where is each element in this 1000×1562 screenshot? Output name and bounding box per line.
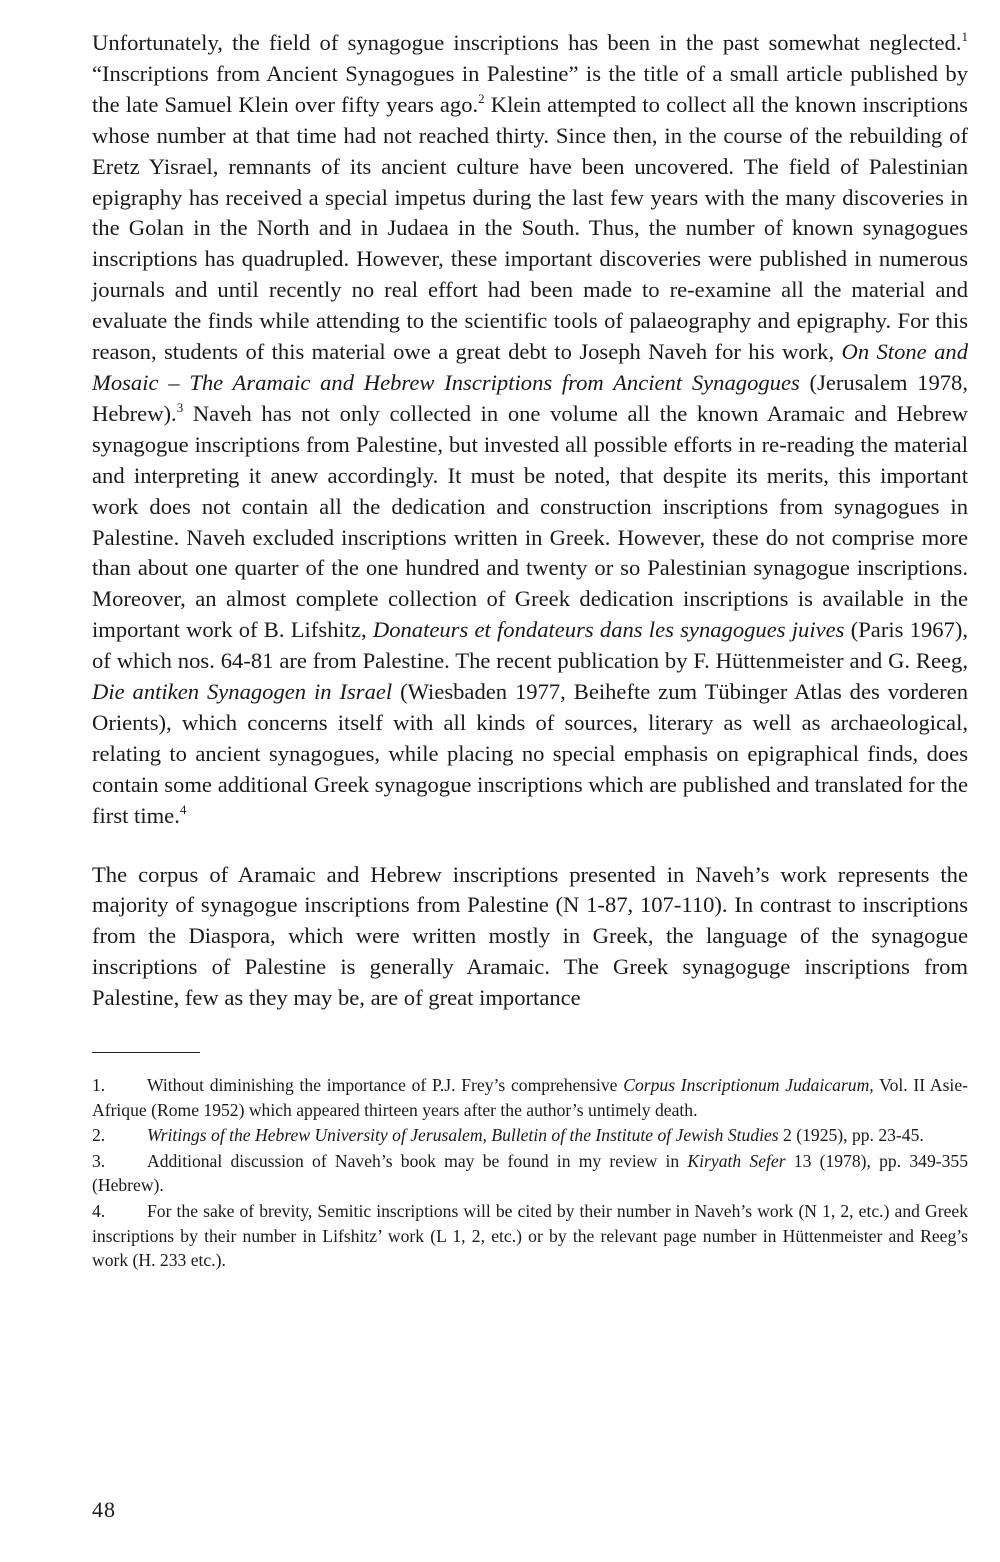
italic-title: Kiryath Sefer (687, 1150, 786, 1171)
italic-title: Corpus Inscriptionum Judaicarum, (623, 1075, 874, 1096)
text-run: The corpus of Aramaic and Hebrew inscriptions presented in Naveh’s work represents the majority of synagogue inscriptions from Palestine (N 1-87, 107-110). In contrast to inscriptions from the Diaspora, which were written mostly in Greek, the language of the synagogue inscriptions of Palestine is generally Aramaic. The Greek synagoguge inscriptions from Palestine, few as they may be, are of great importance (92, 861, 968, 1011)
text-run: For the sake of brevity, Semitic inscriptions will be cited by their number in Naveh’s work (N 1, 2, etc.) and Greek inscriptions by their number in Lifshitz’ work (L 1, 2, etc.) or by the relevant page number in Hüttenmeister and Reeg’s work (H. 233 etc.). (92, 1201, 968, 1271)
footnotes (92, 1073, 968, 1273)
text-run: 13 (1978), pp. 349-355 (Hebrew). (92, 1150, 968, 1196)
footnote-number: 1. (92, 1075, 106, 1096)
text-run: Additional discussion of Naveh’s book may be found in my review in (147, 1150, 688, 1171)
footnote-number: 3. (92, 1150, 106, 1171)
footnote-3 (92, 1149, 968, 1198)
footnote-2 (92, 1123, 968, 1148)
footnote-1 (92, 1073, 968, 1122)
text-run: (Jerusalem 1978, Hebrew). (92, 369, 969, 426)
text-run: Vol. II Asie-Afrique (Rome 1952) which appeared thirteen years after the author’s untimely death. (92, 1075, 968, 1120)
footnote-4 (92, 1199, 968, 1273)
body-paragraph-2 (92, 860, 968, 1015)
page (92, 28, 968, 1274)
italic-title: Die antiken Synagogen in Israel (92, 679, 393, 705)
footnote-number: 4. (92, 1201, 106, 1222)
text-run: “Inscriptions from Ancient Synagogues in Palestine” is the title of a small article published by the late Samuel Klein over fifty years ago. (92, 60, 968, 117)
footnote-reference: 4 (179, 801, 187, 817)
body-paragraph-1 (92, 28, 968, 832)
text-run: Naveh has not only collected in one volume all the known Aramaic and Hebrew synagogue inscriptions from Palestine, but invested all possible efforts in re-reading the material and interpreting it anew accordingly. It must be noted, that despite its merits, this important work does not contain all the dedication and construction inscriptions from synagogues in Palestine. Naveh excluded inscriptions written in Greek. However, these do not comprise more than about one quarter of the one hundred and twenty or so Palestinian synagogue inscriptions. Moreover, an almost complete collection of Greek dedication inscriptions is available in the important work of B. Lifshitz, (92, 400, 968, 643)
page-number: 48 (92, 1497, 116, 1522)
footnote-number: 2. (92, 1125, 106, 1146)
text-run: (Wiesbaden 1977, Beihefte zum Tübinger Atlas des vorderen Orients), which concerns itself with all kinds of sources, literary as well as archaeological, relating to ancient synagogues, while placing no special emphasis on epigraphical finds, does contain some additional Greek synagogue inscriptions which are published and translated for the first time. (92, 679, 968, 828)
italic-title: Donateurs et fondateurs dans les synagogues juives (372, 617, 845, 643)
footnote-reference: 1 (961, 29, 968, 44)
footnote-reference: 2 (478, 90, 485, 106)
text-run: 2 (1925), pp. 23-45. (778, 1125, 924, 1146)
italic-title: On Stone and Mosaic – The Aramaic and Hebrew Inscriptions from Ancient Synagogues (92, 339, 968, 395)
text-run: Klein attempted to collect all the known inscriptions whose number at that time had not reached thirty. Since then, in the course of the rebuilding of Eretz Yisrael, remnants of its ancient culture have been uncovered. The field of Palestinian epigraphy has received a special impetus during the last few years with the many discoveries in the Golan in the North and in Judaea in the South. Thus, the number of known synagogues inscriptions has quadrupled. However, these important discoveries were published in numerous journals and until recently no real effort had been made to re-examine all the material and evaluate the finds while attending to the scientific tools of palaeography and epigraphy. For this reason, students of this material owe a great debt to Joseph Naveh for his work, (92, 91, 968, 365)
footnote-separator (92, 1052, 200, 1053)
footnote-reference: 3 (176, 399, 184, 415)
body-text (92, 28, 968, 1014)
text-run: Without diminishing the importance of P.J. Frey’s comprehensive (147, 1075, 624, 1096)
italic-title: Writings of the Hebrew University of Jerusalem, Bulletin of the Institute of Jewish Studies (147, 1125, 779, 1146)
text-run: (Paris 1967), of which nos. 64-81 are from Palestine. The recent publication by F. Hüttenmeister and G. Reeg, (92, 617, 969, 674)
text-run: Unfortunately, the field of synagogue inscriptions has been in the past somewhat neglected. (92, 30, 962, 55)
